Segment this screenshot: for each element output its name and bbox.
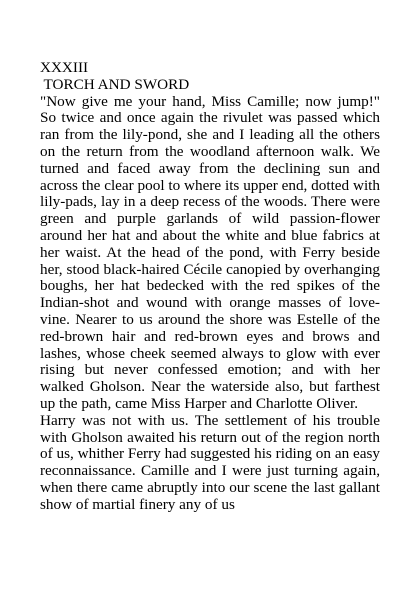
chapter-number: XXXIII — [40, 59, 89, 76]
book-page — [40, 60, 380, 514]
chapter-title: TORCH AND SWORD — [40, 75, 190, 93]
paragraph: Harry was not with us. The settlement of his trouble with Gholson awaited his return out of the region north of us, whither Ferry had suggested his riding on an easy reconnaissance. Camille and I were just turning again, when there came abruptly into our scene the last gallant show of martial finery any of us — [40, 411, 380, 513]
paragraph: "Now give me your hand, Miss Camille; now jump!" So twice and once again the rivulet was passed which ran from the lily-pond, she and I leading all the others on the return from the woodland afternoon walk. We turned and faced away from the declining sun and across the clear pool to where its upper end, dotted with lily-pads, lay in a deep recess of the woods. There were green and purple garlands of wild passion-flower around her hat and about the white and blue fabrics at her waist. At the head of the pond, with Ferry beside her, stood black-haired Cécile canopied by overhanging boughs, her hat bedecked with the red spikes of the Indian-shot and wound with orange masses of love-vine. Nearer to us around the shore was Estelle of the red-brown hair and red-brown eyes and brows and lashes, whose cheek seemed always to glow with ever rising but never confessed emotion; and with her walked Gholson. Near the waterside also, but farthest up the path, came Miss Harper and Charlotte Oliver. — [40, 92, 380, 412]
